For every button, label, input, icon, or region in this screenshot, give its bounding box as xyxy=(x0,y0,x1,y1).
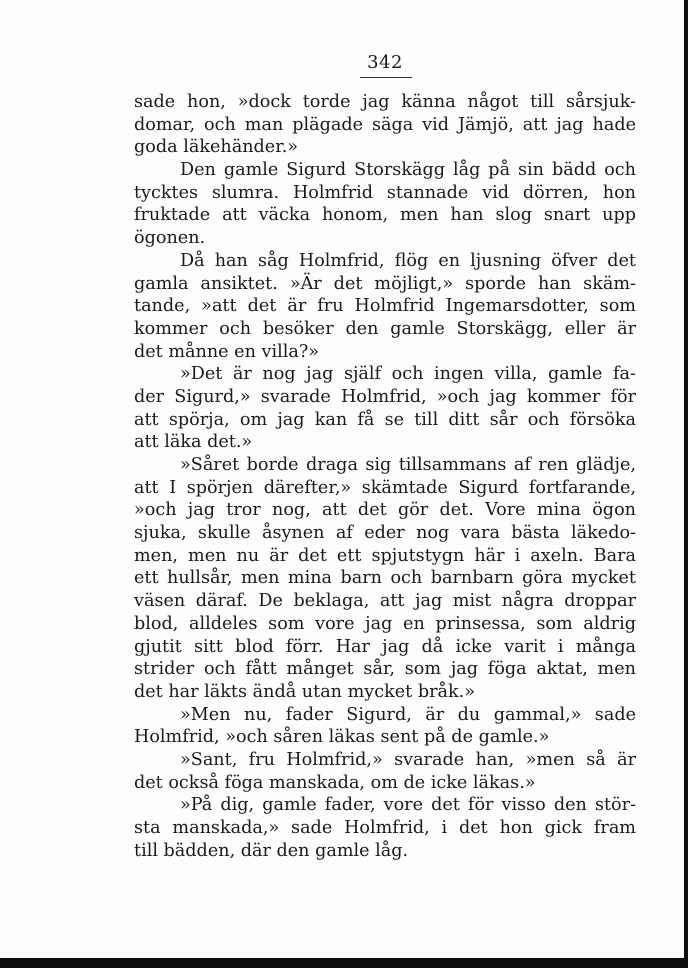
scan-border-bottom xyxy=(0,958,688,968)
text-line: ett hullsår, men mina barn och barnbarn göra mycket xyxy=(134,568,636,589)
text-line: väsen däraf. De beklaga, att jag mist några droppar xyxy=(134,591,636,612)
scan-border-right xyxy=(684,0,688,968)
text-line: Då han såg Holmfrid, flög en ljusning öfver det xyxy=(180,250,636,271)
text-line: »Såret borde draga sig tillsammans af ren glädje, xyxy=(180,455,636,475)
text-line: det också föga manskada, om de icke läkas.» xyxy=(134,772,536,793)
text-line: till bädden, där den gamle låg. xyxy=(134,840,409,861)
text-line: kommer och besöker den gamle Storskägg, eller är xyxy=(134,318,636,339)
page-number-rule xyxy=(360,77,412,78)
text-line: blod, alldeles som vore jag en prinsessa, som aldrig xyxy=(134,613,636,634)
page-number: 342 xyxy=(367,52,403,73)
text-line: der Sigurd,» svarade Holmfrid, »och jag kommer för xyxy=(134,386,636,407)
text-line: Den gamle Sigurd Storskägg låg på sin bädd och xyxy=(180,160,636,181)
text-line: sta manskada,» sade Holmfrid, i det hon gick fram xyxy=(134,818,636,838)
body-text xyxy=(134,91,636,862)
text-line: det månne en villa?» xyxy=(134,341,320,362)
text-line: tande, »att det är fru Holmfrid Ingemarsdotter, som xyxy=(134,296,636,317)
text-line: »På dig, gamle fader, vore det för visso den stör- xyxy=(180,795,636,816)
text-line: tycktes slumra. Holmfrid stannade vid dörren, hon xyxy=(134,182,636,203)
text-line: att spörja, om jag kan få se till ditt sår och försöka xyxy=(134,409,636,430)
text-line: sade hon, »dock torde jag känna något till sårsjuk- xyxy=(134,92,636,112)
text-line: »Men nu, fader Sigurd, är du gammal,» sade xyxy=(180,704,636,725)
text-line: »Sant, fru Holmfrid,» svarade han, »men så är xyxy=(180,749,636,770)
text-line: Holmfrid, »och såren läkas sent på de gamle.» xyxy=(134,727,550,748)
text-line: goda läkehänder.» xyxy=(134,137,299,158)
text-line: det har läkts ändå utan mycket bråk.» xyxy=(134,681,475,702)
text-line: gjutit sitt blod förr. Har jag då icke varit i många xyxy=(134,636,636,657)
text-line: sjuka, skulle åsynen af eder nog vara bästa läkedo- xyxy=(134,523,636,544)
text-line: »Det är nog jag själf och ingen villa, gamle fa- xyxy=(180,364,636,385)
text-line: men, men nu är det ett spjutstygn här i axeln. Bara xyxy=(134,545,636,566)
text-line: ögonen. xyxy=(134,228,206,249)
text-line: gamla ansiktet. »Är det möjligt,» sporde han skäm- xyxy=(134,273,636,294)
text-line: att läka det.» xyxy=(134,432,253,453)
text-line: »och jag tror nog, att det gör det. Vore mina ögon xyxy=(134,500,636,521)
text-line: strider och fått månget sår, som jag föga aktat, men xyxy=(134,659,636,680)
text-line: domar, och man plägade säga vid Jämjö, att jag hade xyxy=(134,114,636,135)
text-line: fruktade att väcka honom, men han slog snart upp xyxy=(134,205,636,226)
text-line: att I spörjen därefter,» skämtade Sigurd fortfarande, xyxy=(134,477,636,498)
